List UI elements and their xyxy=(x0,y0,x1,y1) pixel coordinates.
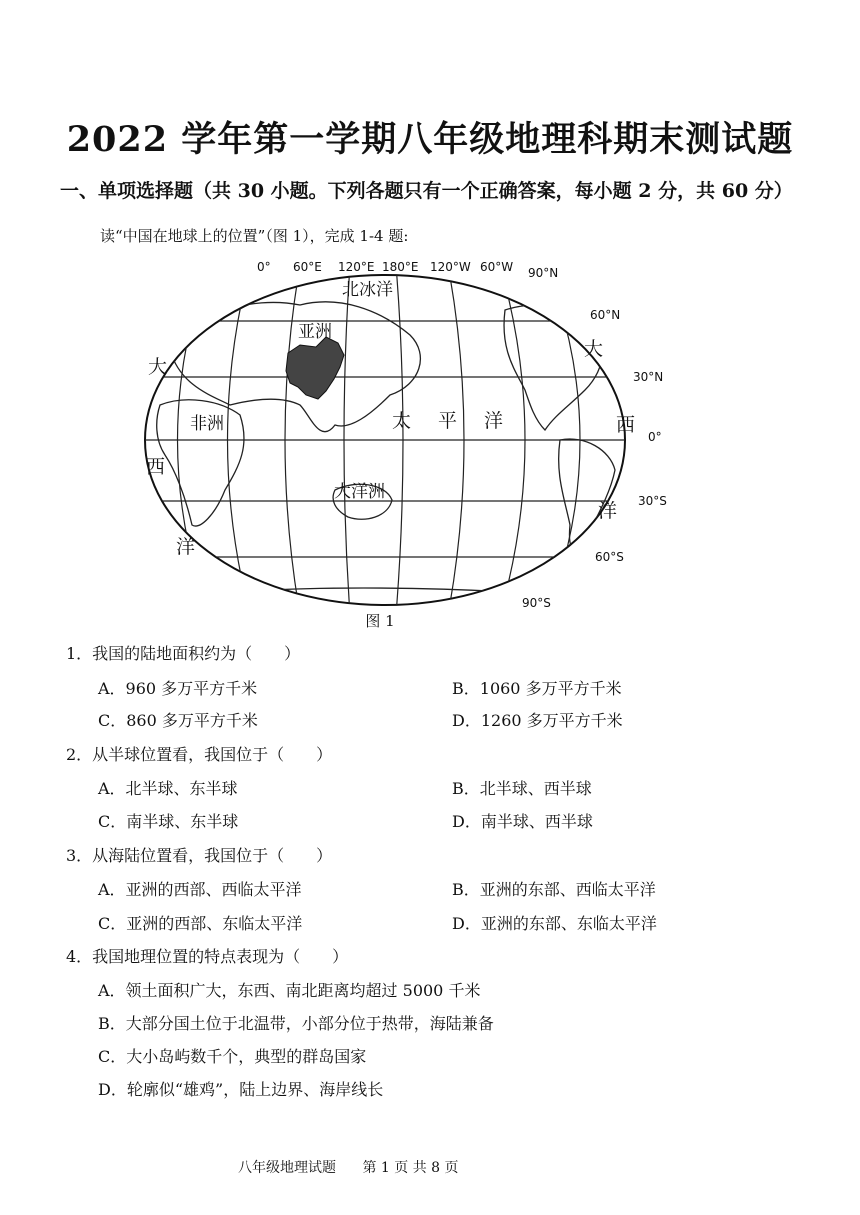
china-shape xyxy=(286,337,344,399)
q4-option-c: C．大小岛屿数千个，典型的群岛国家 xyxy=(98,1047,367,1066)
world-map xyxy=(130,255,690,615)
lat-label-90n: 90°N xyxy=(528,266,559,280)
lon-label-120e: 120°E xyxy=(338,260,375,274)
q1-option-b: B．1060 多万平方千米 xyxy=(452,679,622,698)
q1-option-c: C．860 多万平方千米 xyxy=(98,711,258,730)
north-america-shape xyxy=(504,305,602,430)
label-asia: 亚洲 xyxy=(298,322,332,342)
q1-option-d: D．1260 多万平方千米 xyxy=(452,711,623,730)
figure-caption: 图 1 xyxy=(365,612,395,630)
lat-label-30s: 30°S xyxy=(638,494,667,508)
footer-subject: 八年级地理试题 xyxy=(238,1160,336,1176)
q4-option-d: D．轮廓似“雄鸡”，陆上边界、海岸线长 xyxy=(98,1080,384,1099)
q4-option-b: B．大部分国土位于北温带，小部分位于热带，海陆兼备 xyxy=(98,1014,494,1033)
lat-label-60s: 60°S xyxy=(595,550,624,564)
exam-title: 2022 学年第一学期八年级地理科期末测试题 xyxy=(66,119,794,160)
q2-option-a: A．北半球、东半球 xyxy=(98,779,238,798)
q1-option-a: A．960 多万平方千米 xyxy=(98,679,258,698)
label-atlantic-right-3: 洋 xyxy=(598,500,618,522)
label-africa: 非洲 xyxy=(190,414,224,434)
footer-page-number: 第 1 页 共 8 页 xyxy=(362,1160,459,1176)
label-atlantic-left-1: 大 xyxy=(148,356,168,378)
page-footer xyxy=(238,1157,481,1177)
q2-option-d: D．南半球、西半球 xyxy=(452,812,593,831)
label-pacific-2: 平 xyxy=(438,410,458,432)
label-atlantic-right-1: 大 xyxy=(584,338,604,360)
label-arctic-ocean: 北冰洋 xyxy=(342,280,393,300)
label-atlantic-left-2: 西 xyxy=(146,456,166,478)
q3-option-d: D．亚洲的东部、东临太平洋 xyxy=(452,914,657,933)
q2-option-b: B．北半球、西半球 xyxy=(452,779,592,798)
q3-option-c: C．亚洲的西部、东临太平洋 xyxy=(98,914,303,933)
south-america-shape xyxy=(559,439,618,551)
q4-option-a: A．领土面积广大，东西、南北距离均超过 5000 千米 xyxy=(98,981,481,1000)
q2-option-c: C．南半球、东半球 xyxy=(98,812,239,831)
question-3-stem: 3．从海陆位置看，我国位于（ ） xyxy=(66,846,333,865)
question-2-stem: 2．从半球位置看，我国位于（ ） xyxy=(66,745,333,764)
lon-label-180e: 180°E xyxy=(382,260,419,274)
question-4-stem: 4．我国地理位置的特点表现为（ ） xyxy=(66,947,349,966)
question-intro: 读“中国在地球上的位置”（图 1），完成 1-4 题: xyxy=(100,227,409,245)
label-pacific-3: 洋 xyxy=(484,410,504,432)
lat-label-0: 0° xyxy=(648,430,662,444)
section-heading: 一、单项选择题（共 30 小题。下列各题只有一个正确答案，每小题 2 分，共 60 分） xyxy=(60,180,793,202)
q3-option-b: B．亚洲的东部、西临太平洋 xyxy=(452,880,656,899)
label-atlantic-right-2: 西 xyxy=(616,414,636,436)
lat-label-30n: 30°N xyxy=(633,370,664,384)
lon-label-60w: 60°W xyxy=(480,260,514,274)
lon-label-60e: 60°E xyxy=(293,260,322,274)
world-map-figure xyxy=(130,255,690,615)
label-pacific-1: 太 xyxy=(392,410,412,432)
lon-label-120w: 120°W xyxy=(430,260,471,274)
label-oceania: 大洋洲 xyxy=(334,482,385,502)
label-atlantic-left-3: 洋 xyxy=(176,536,196,558)
lon-label-0: 0° xyxy=(257,260,271,274)
lat-label-90s: 90°S xyxy=(522,596,551,610)
lat-label-60n: 60°N xyxy=(590,308,621,322)
question-1-stem: 1．我国的陆地面积约为（ ） xyxy=(66,644,301,663)
q3-option-a: A．亚洲的西部、西临太平洋 xyxy=(98,880,302,899)
